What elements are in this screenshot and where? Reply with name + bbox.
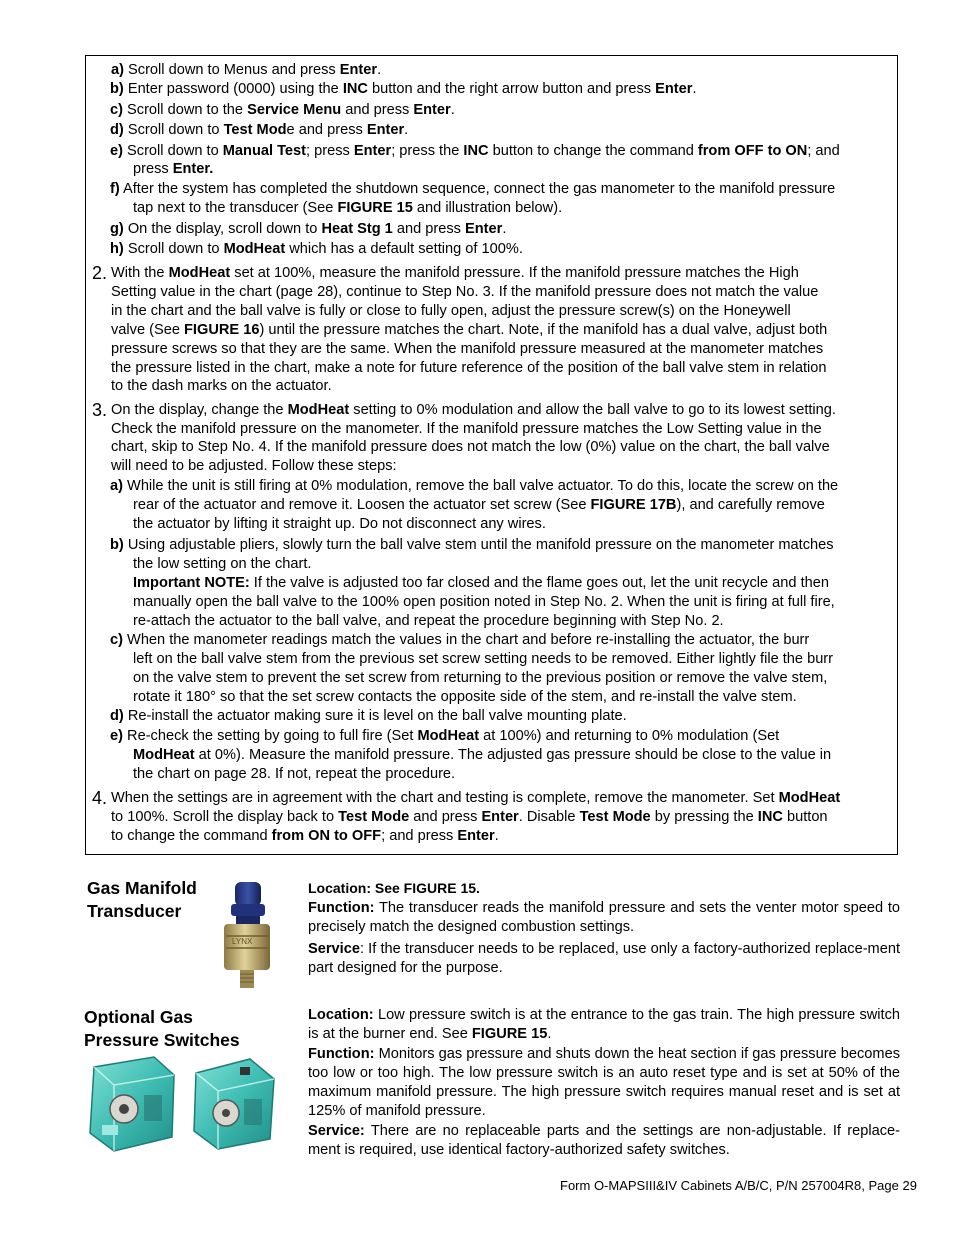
step-1b: b) Enter password (0000) using the INC button and the right arrow button and press Enter.: [110, 81, 697, 97]
transducer-function: Function: The transducer reads the manifold pressure and sets the venter motor speed to precisely match the designed combustion settings.: [308, 900, 900, 935]
step-3-line-2: Check the manifold pressure on the manometer. If the manifold pressure matches the Low Setting value in the: [111, 420, 822, 437]
pressure-transducer-photo-icon: [218, 880, 276, 992]
step-3b-line-4: manually open the ball valve to the 100% open position noted in Step No. 2. When the unit is firing at full fire,: [133, 593, 835, 610]
step-3c-line-1: c) When the manometer readings match the values in the chart and before re-installing the actuator, the burr: [110, 632, 810, 648]
step-4-number: 4.: [92, 788, 108, 808]
step-4-line-3: to change the command from ON to OFF; and press Enter.: [111, 828, 499, 844]
step-3-number: 3.: [92, 400, 108, 420]
transducer-title-line1: Gas Manifold: [87, 878, 197, 898]
step-2-line-5: pressure screws so that they are the same. When the manifold pressure measured at the manometer matches: [111, 340, 824, 357]
step-2-line-2: Setting value in the chart (page 28), continue to Step No. 3. If the manifold pressure does not match the value: [111, 283, 819, 300]
step-2-line-3: in the chart and the ball valve is fully or close to fully open, adjust the pressure screw(s) on the Honeywell: [111, 302, 791, 319]
step-3e-line-2: ModHeat at 0%). Measure the manifold pressure. The adjusted gas pressure should be close to the value in: [133, 746, 832, 763]
svg-text:LYNX: LYNX: [232, 937, 253, 946]
step-3-line-1: On the display, change the ModHeat setting to 0% modulation and allow the ball valve to go to its lowest setting.: [111, 402, 836, 418]
switches-location: Location: Low pressure switch is at the entrance to the gas train. The high pressure switch is at the burner end. See FIGURE 15.: [308, 1007, 900, 1042]
step-3c-line-4: rotate it 180° so that the set screw contacts the opposite side of the stem, and re-install the valve stem.: [133, 688, 797, 705]
step-1e-line1: e) Scroll down to Manual Test; press Enter; press the INC button to change the command from OFF to ON; and: [110, 143, 840, 159]
transducer-title-line2: Transducer: [87, 901, 182, 921]
switches-function: Function: Monitors gas pressure and shuts down the heat section if gas pressure becomes too low or too high. The low pressure switch is an auto reset type and is set at 50% of the maximum manifold pressure. The high pressure switch requires manual reset and is set at 125% of manifold pressure.: [308, 1046, 900, 1119]
step-1f-line1: f) After the system has completed the shutdown sequence, connect the gas manometer to the manifold pressure: [110, 181, 836, 197]
page-footer: Form O-MAPSIII&IV Cabinets A/B/C, P/N 257004R8, Page 29: [560, 1178, 917, 1193]
step-3c-line-3: on the valve stem to prevent the set screw from returning to the previous position or remove the valve stem,: [133, 669, 828, 686]
step-1d: d) Scroll down to Test Mode and press Enter.: [110, 122, 409, 138]
step-3-line-4: will need to be adjusted. Follow these steps:: [111, 458, 397, 475]
step-2-line-6: the pressure listed in the chart, make a note for future reference of the position of the ball valve stem in relation: [111, 359, 827, 376]
step-4-line-1: When the settings are in agreement with the chart and testing is complete, remove the manometer. Set ModHeat: [111, 790, 841, 806]
step-2-line-4: valve (See FIGURE 16) until the pressure matches the chart. Note, if the manifold has a dual valve, adjust both: [111, 321, 828, 338]
step-1c: c) Scroll down to the Service Menu and press Enter.: [110, 102, 455, 118]
step-1a: a) Scroll down to Menus and press Enter.: [111, 62, 382, 78]
low-pressure-switch-photo-icon: [84, 1055, 178, 1153]
step-3a-line-2: rear of the actuator and remove it. Loosen the actuator set screw (See FIGURE 17B), and carefully remove: [133, 496, 825, 513]
step-3b-line-2: the low setting on the chart.: [133, 555, 312, 572]
step-3e-line-3: the chart on page 28. If not, repeat the procedure.: [133, 765, 456, 782]
switches-title-line1: Optional Gas: [84, 1007, 193, 1027]
step-2-number: 2.: [92, 263, 108, 283]
step-3d-line-1: d) Re-install the actuator making sure it is level on the ball valve mounting plate.: [110, 708, 627, 724]
step-4-line-2: to 100%. Scroll the display back to Test Mode and press Enter. Disable Test Mode by pressing the INC button: [111, 809, 828, 825]
step-3e-line-1: e) Re-check the setting by going to full fire (Set ModHeat at 100%) and returning to 0% modulation (Set: [110, 728, 780, 744]
step-3c-line-2: left on the ball valve stem from the previous set screw setting needs to be removed. Either lightly file the burr: [133, 650, 834, 667]
transducer-service: Service: If the transducer needs to be replaced, use only a factory-authorized replace-ment part designed for the purpose.: [308, 941, 900, 976]
step-1h: h) Scroll down to ModHeat which has a default setting of 100%.: [110, 241, 523, 257]
step-3b-line-3: Important NOTE: If the valve is adjusted too far closed and the flame goes out, let the unit recycle and then: [133, 574, 829, 591]
step-3a-line-1: a) While the unit is still firing at 0% modulation, remove the ball valve actuator. To do this, locate the screw on the: [110, 478, 839, 494]
step-2-line-1: With the ModHeat set at 100%, measure the manifold pressure. If the manifold pressure matches the High: [111, 265, 799, 281]
step-3a-line-3: the actuator by lifting it straight up. Do not disconnect any wires.: [133, 515, 546, 532]
step-3-line-3: chart, skip to Step No. 4. If the manifold pressure does not match the low (0%) value on the chart, the ball valve: [111, 439, 830, 456]
step-2-line-7: to the dash marks on the actuator.: [111, 378, 332, 395]
transducer-location: Location: See FIGURE 15.: [308, 880, 480, 896]
step-1g: g) On the display, scroll down to Heat Stg 1 and press Enter.: [110, 221, 507, 237]
step-1e-line2: press Enter.: [133, 161, 214, 177]
step-3b-line-5: re-attach the actuator to the ball valve, and repeat the procedure beginning with Step No. 2.: [133, 612, 724, 629]
high-pressure-switch-photo-icon: [190, 1057, 278, 1152]
switches-service: Service: There are no replaceable parts and the settings are non-adjustable. If replace-ment is required, use identical factory-authorized safety switches.: [308, 1123, 900, 1158]
step-1f-line2: tap next to the transducer (See FIGURE 15 and illustration below).: [133, 200, 563, 216]
step-3b-line-1: b) Using adjustable pliers, slowly turn the ball valve stem until the manifold pressure on the manometer matches: [110, 537, 834, 553]
switches-title-line2: Pressure Switches: [84, 1030, 240, 1050]
